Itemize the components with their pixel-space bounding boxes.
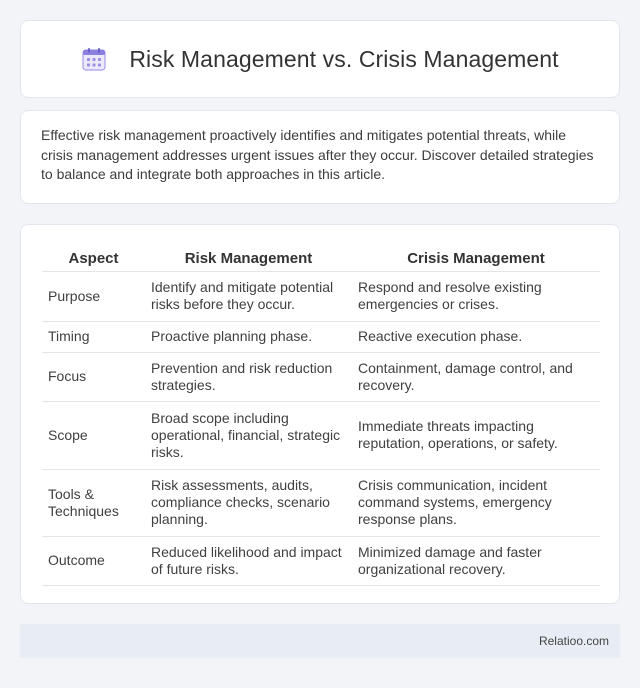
- intro-card: [20, 110, 620, 204]
- crisis-cell: Minimized damage and faster organizational recovery.: [352, 536, 600, 585]
- table-row: [42, 469, 600, 536]
- table-row: [42, 401, 600, 469]
- table-row: [42, 321, 600, 352]
- aspect-cell: Outcome: [42, 536, 145, 585]
- title-card: [20, 20, 620, 98]
- table-row: [42, 271, 600, 321]
- title-wrap: [81, 46, 558, 73]
- footer: [20, 624, 620, 658]
- aspect-cell: Purpose: [42, 271, 145, 321]
- intro-paragraph: Effective risk management proactively identifies and mitigates potential threats, while crisis management addresses urgent issues after they occur. Discover detailed strategies to balance and integrate both approaches in this article.: [41, 127, 594, 182]
- risk-cell: Reduced likelihood and impact of future risks.: [145, 536, 352, 585]
- page-title: Risk Management vs. Crisis Management: [129, 45, 559, 72]
- table-row: [42, 352, 600, 401]
- table-header-row: [42, 243, 600, 271]
- header-crisis-management: Crisis Management: [352, 243, 600, 271]
- aspect-cell: Tools & Techniques: [42, 469, 145, 536]
- comparison-table: [42, 243, 600, 586]
- risk-cell: Identify and mitigate potential risks before they occur.: [145, 271, 352, 321]
- aspect-cell: Scope: [42, 401, 145, 469]
- crisis-cell: Immediate threats impacting reputation, operations, or safety.: [352, 401, 600, 469]
- header-aspect: Aspect: [42, 243, 145, 271]
- comparison-table-card: [20, 224, 620, 604]
- calendar-icon: [81, 46, 107, 72]
- crisis-cell: Containment, damage control, and recovery.: [352, 352, 600, 401]
- table-row: [42, 536, 600, 585]
- risk-cell: Proactive planning phase.: [145, 321, 352, 352]
- risk-cell: Prevention and risk reduction strategies.: [145, 352, 352, 401]
- aspect-cell: Focus: [42, 352, 145, 401]
- risk-cell: Risk assessments, audits, compliance checks, scenario planning.: [145, 469, 352, 536]
- crisis-cell: Respond and resolve existing emergencies or crises.: [352, 271, 600, 321]
- crisis-cell: Reactive execution phase.: [352, 321, 600, 352]
- risk-cell: Broad scope including operational, financial, strategic risks.: [145, 401, 352, 469]
- crisis-cell: Crisis communication, incident command systems, emergency response plans.: [352, 469, 600, 536]
- aspect-cell: Timing: [42, 321, 145, 352]
- footer-brand[interactable]: Relatioo.com: [538, 634, 609, 648]
- header-risk-management: Risk Management: [145, 243, 352, 271]
